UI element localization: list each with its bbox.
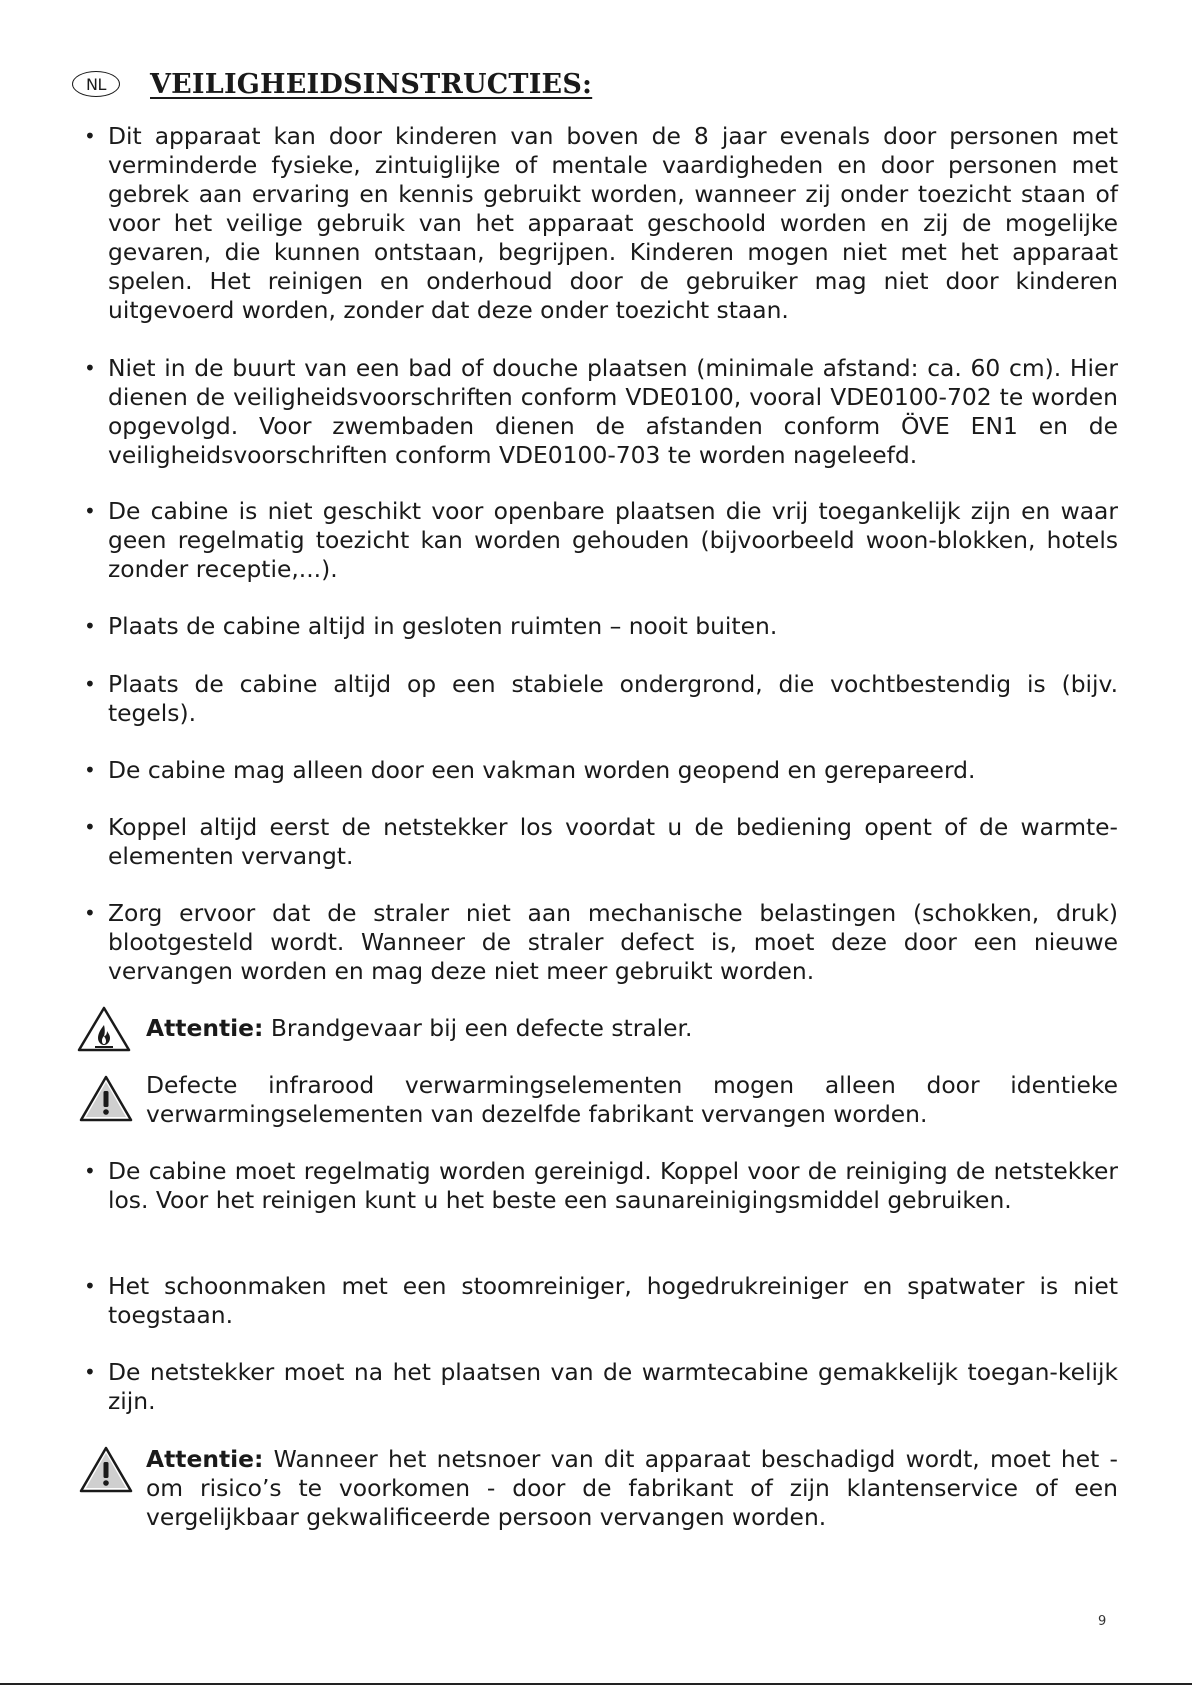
exclamation-warning-icon — [76, 1071, 146, 1129]
list-item-text: De cabine is niet geschikt voor openbare plaatsen die vrij toegankelijk zijn en waar geen regelmatig toezicht kan worden gehouden (bijvoorbeeld woon-blokken, hotels zonder receptie,...). — [108, 497, 1118, 583]
list-item-text: De cabine mag alleen door een vakman worden geopend en gerepareerd. — [108, 756, 976, 784]
warning-text — [146, 1014, 1118, 1043]
list-item — [84, 122, 1118, 325]
section-title: VEILIGHEIDSINSTRUCTIES: — [150, 68, 593, 100]
list-item — [84, 1157, 1118, 1215]
bullet-marker: • — [84, 614, 96, 638]
list-item-text: Zorg ervoor dat de straler niet aan mechanische belastingen (schokken, druk) blootgesteld wordt. Wanneer de straler defect is, moet deze door een nieuwe vervangen worden en mag deze niet meer gebruikt worden. — [108, 899, 1118, 985]
list-item — [84, 813, 1118, 871]
warning-label: Attentie: — [146, 1445, 264, 1473]
bullet-marker: • — [84, 499, 96, 523]
exclamation-warning-icon — [76, 1445, 146, 1532]
bullet-marker: • — [84, 758, 96, 782]
bullet-marker: • — [84, 672, 96, 696]
bullet-marker: • — [84, 356, 96, 380]
list-item — [84, 497, 1118, 584]
list-item — [84, 1272, 1118, 1330]
warning-body: Defecte infrarood verwarmingselementen mogen alleen door identieke verwarmingselementen van dezelfde fabrikant vervangen worden. — [146, 1071, 1118, 1128]
list-item — [84, 612, 1118, 641]
bullet-marker: • — [84, 815, 96, 839]
list-item — [84, 670, 1118, 728]
warning-notice — [76, 1014, 1118, 1043]
list-item-text: Het schoonmaken met een stoomreiniger, hogedrukreiniger en spatwater is niet toegstaan. — [108, 1272, 1118, 1329]
bullet-marker: • — [84, 1274, 96, 1298]
list-item-text: Plaats de cabine altijd in gesloten ruimten – nooit buiten. — [108, 612, 778, 640]
list-item-text: Plaats de cabine altijd op een stabiele ondergrond, die vochtbestendig is (bijv. tegels). — [108, 670, 1118, 727]
bullet-marker: • — [84, 1159, 96, 1183]
list-item — [84, 899, 1118, 986]
list-item — [84, 354, 1118, 470]
language-badge: NL — [72, 71, 120, 97]
section-header — [72, 66, 592, 102]
warning-label: Attentie: — [146, 1014, 264, 1042]
warning-notice — [76, 1071, 1118, 1129]
bullet-marker: • — [84, 124, 96, 148]
page-number: 9 — [1098, 1614, 1107, 1629]
list-item-text: Dit apparaat kan door kinderen van boven de 8 jaar evenals door personen met verminderde fysieke, zintuiglijke of mentale vaardigheden en door personen met gebrek aan ervaring en kennis gebruikt worden, wanneer zij onder toezicht staan of voor het veilige gebruik van het apparaat geschoold worden en zij de mogelijke gevaren, die kunnen ontstaan, begrijpen. Kinderen mogen niet met het apparaat spelen. Het reinigen en onderhoud door de gebruiker mag niet door kinderen uitgevoerd worden, zonder dat deze onder toezicht staan. — [108, 122, 1118, 324]
bullet-marker: • — [84, 901, 96, 925]
fire-warning-icon — [76, 1014, 146, 1043]
warning-text — [146, 1445, 1118, 1532]
list-item — [84, 756, 1118, 785]
list-item — [84, 1358, 1118, 1416]
bullet-marker: • — [84, 1360, 96, 1384]
warning-notice — [76, 1445, 1118, 1532]
warning-text — [146, 1071, 1118, 1129]
list-item-text: Koppel altijd eerst de netstekker los voordat u de bediening opent of de warmte-elementen vervangt. — [108, 813, 1118, 870]
warning-body: Wanneer het netsnoer van dit apparaat beschadigd wordt, moet het - om risico’s te voorkomen - door de fabrikant of zijn klantenservice of een vergelijkbaar gekwalificeerde persoon vervangen worden. — [146, 1445, 1118, 1531]
list-item-text: De cabine moet regelmatig worden gereinigd. Koppel voor de reiniging de netstekker los. Voor het reinigen kunt u het beste een saunareinigingsmiddel gebruiken. — [108, 1157, 1118, 1214]
warning-body: Brandgevaar bij een defecte straler. — [263, 1014, 693, 1042]
list-item-text: Niet in de buurt van een bad of douche plaatsen (minimale afstand: ca. 60 cm). Hier dienen de veiligheidsvoorschriften conform VDE0100, vooral VDE0100-702 te worden opgevolgd. Voor zwembaden dienen de afstanden conform ÖVE EN1 en de veiligheidsvoorschriften conform VDE0100-703 te worden nageleefd. — [108, 354, 1118, 469]
list-item-text: De netstekker moet na het plaatsen van de warmtecabine gemakkelijk toegan-kelijk zijn. — [108, 1358, 1118, 1415]
